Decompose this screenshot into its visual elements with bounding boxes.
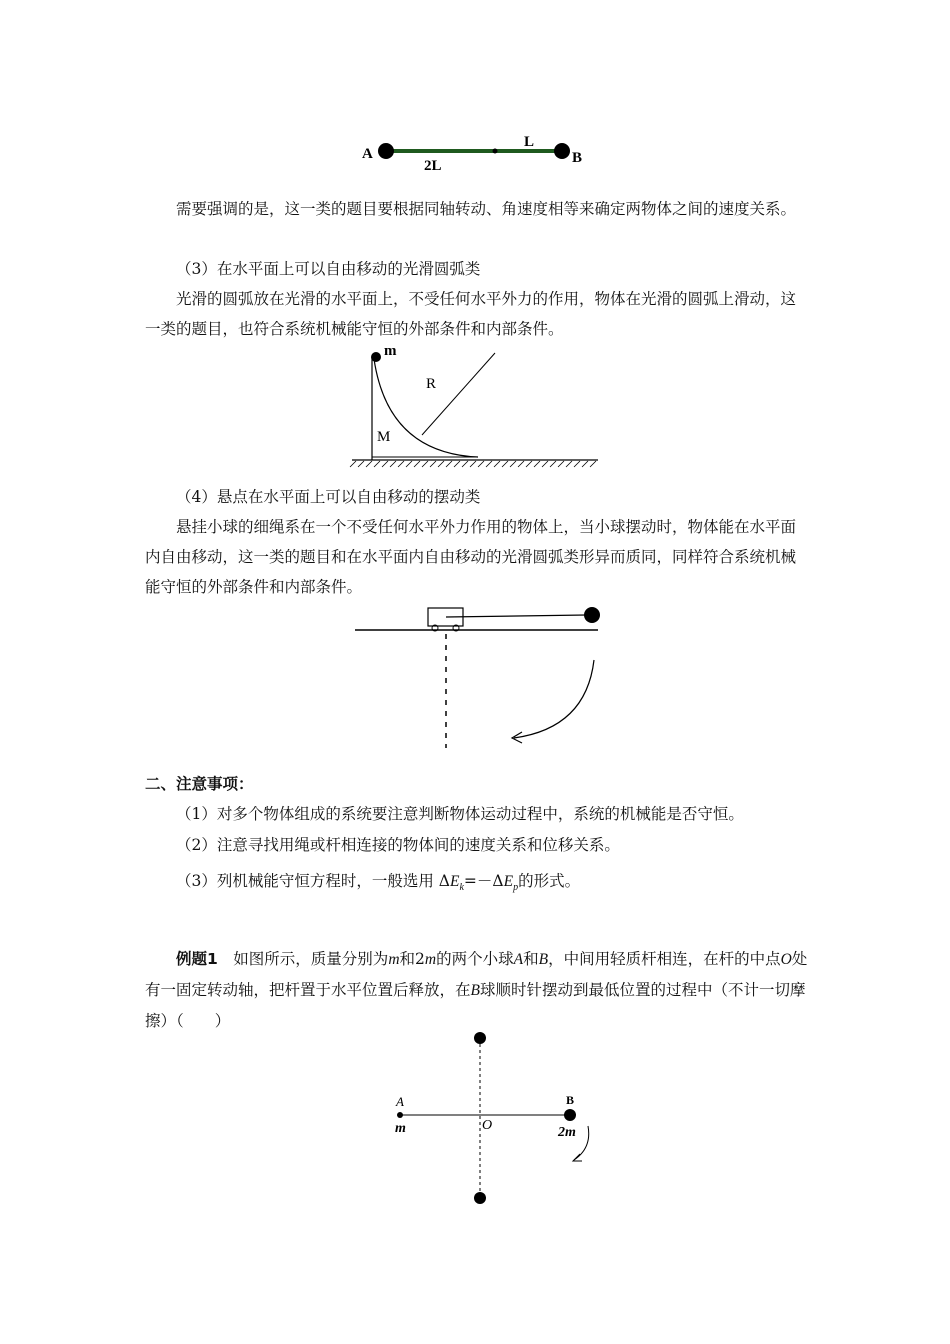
paragraph-coaxial: 需要强调的是，这一类的题目要根据同轴转动、角速度相等来确定两物体之间的速度关系。 [176,200,797,218]
section-notes-title: 二、注意事项： [145,775,254,793]
label-big-m: M [377,429,391,445]
swing-arrow [514,660,594,738]
note-1: （1）对多个物体组成的系统要注意判断物体运动过程中，系统的机械能是否守恒。 [176,805,744,823]
figure-rotating-rod [380,1028,620,1213]
example-1-question: 例题1 如图所示，质量分别为m和2m的两个小球A和B，中间用轻质杆相连，在杆的中点O处有一固定转动轴，把杆置于水平位置后释放，在B球顺时针摆动到最低位置的过程中（不计一切摩擦）（ ） [145,950,808,1030]
paragraph-arc: 光滑的圆弧放在光滑的水平面上，不受任何水平外力的作用，物体在光滑的圆弧上滑动，这一类的题目，也符合系统机械能守恒的外部条件和内部条件。 [145,290,797,338]
label-b: B [566,1093,575,1107]
label-m: m [395,1121,406,1136]
bottom-position-ball [474,1192,486,1204]
label-b: B [572,150,583,166]
item-4-title: （4）悬点在水平面上可以自由移动的摆动类 [176,488,481,506]
label-l: L [524,134,535,150]
ball-a [378,143,394,159]
small-block-m [371,352,381,362]
ball-b [564,1109,576,1121]
example-label: 例题1 [176,950,218,968]
label-m: m [384,343,397,359]
radius-line [422,353,495,435]
label-2m: 2m [558,1125,576,1140]
note-3: （3）列机械能守恒方程时，一般选用 $\Delta E_k=-\Delta E_p$的形式。 [176,872,581,894]
label-a: A [362,146,373,162]
pivot-point [493,149,498,154]
ball-b [554,143,570,159]
pendulum-ball [584,607,600,623]
label-2l: 2L [424,158,442,174]
label-o: O [482,1118,493,1133]
paragraph-pendulum: 悬挂小球的细绳系在一个不受任何水平外力作用的物体上，当小球摆动时，物体能在水平面内自由移动，这一类的题目和在水平面内自由移动的光滑圆弧类形异而质同，同样符合系统机械能守恒的外部条件和内部条件。 [145,518,797,596]
rotation-arrow [574,1126,589,1160]
figure-smooth-arc [350,345,600,470]
label-a: A [396,1094,404,1109]
label-r: R [426,376,437,392]
ball-a [397,1112,403,1118]
item-3-title: （3）在水平面上可以自由移动的光滑圆弧类 [176,260,481,278]
figure-rod-ab [360,128,600,173]
figure-cart-pendulum [350,600,610,750]
ground-hatching [350,461,596,467]
string-horizontal [446,615,586,617]
top-position-ball [474,1032,486,1044]
note-2: （2）注意寻找用绳或杆相连接的物体间的速度关系和位移关系。 [176,836,620,854]
